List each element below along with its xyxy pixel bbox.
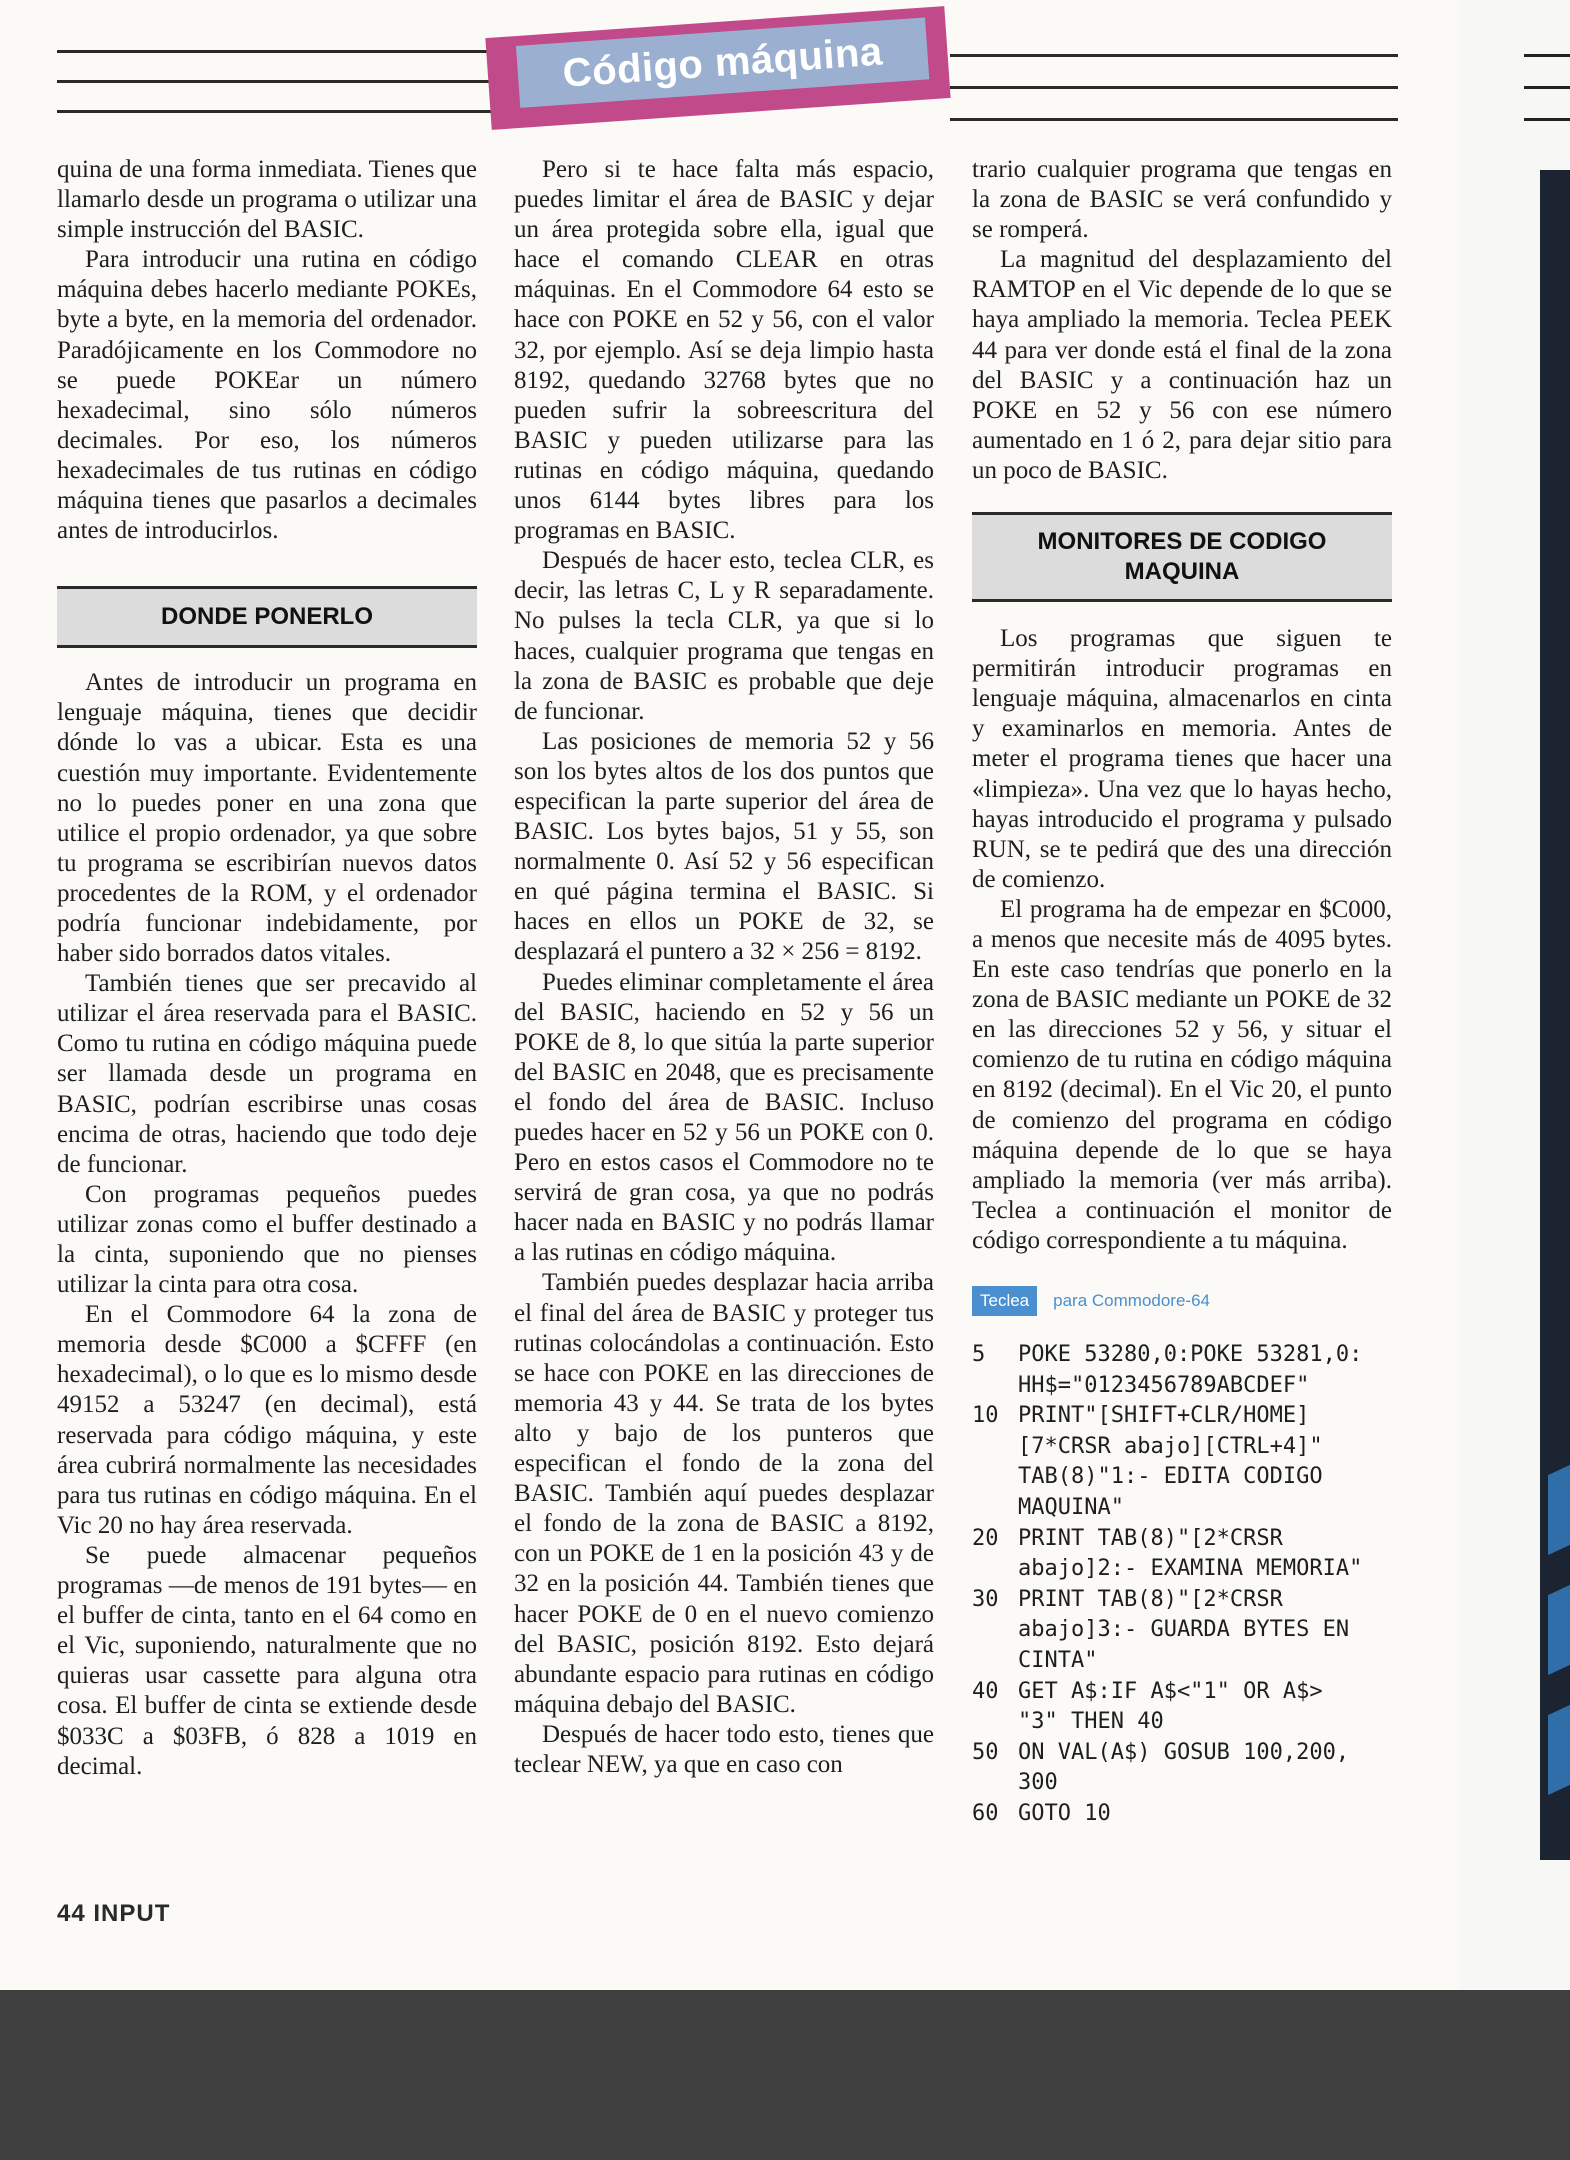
teclea-label-row bbox=[972, 1286, 1392, 1316]
box-heading-monitores bbox=[972, 512, 1392, 602]
line-code: GOTO 10 bbox=[1018, 1801, 1111, 1826]
paragraph: Para introducir una rutina en código máquina debes hacerlo mediante POKEs, byte a byte, en la memoria del ordenador. Paradójicamente en los Commodore no se puede POKEar un número hexadecimal, sino sólo números decimales. Por eso, los números hexadecimales de tus rutinas en código máquina tienes que pasarlos a decimales antes de introducirlos. bbox=[57, 246, 477, 545]
paragraph: quina de una forma inmediata. Tienes que llamarlo desde un programa o utilizar una simple instrucción del BASIC. bbox=[57, 156, 477, 244]
adjacent-page-edge bbox=[1460, 0, 1570, 1990]
code-line bbox=[972, 1799, 1392, 1830]
line-number: 5 bbox=[972, 1342, 986, 1368]
code-line bbox=[972, 1585, 1392, 1677]
line-code: POKE 53280,0:POKE 53281,0: HH$="0123456789ABCDEF" bbox=[1018, 1342, 1363, 1398]
adjacent-rule bbox=[1524, 118, 1570, 121]
section-title: Código máquina bbox=[561, 29, 884, 96]
code-line bbox=[972, 1401, 1392, 1523]
line-number: 20 bbox=[972, 1525, 999, 1551]
box-heading-line: MONITORES DE CODIGO bbox=[1037, 528, 1327, 556]
teclea-note: para Commodore-64 bbox=[1053, 1291, 1210, 1310]
box-heading-donde-ponerlo: DONDE PONERLO bbox=[57, 586, 477, 648]
line-code: PRINT TAB(8)"[2*CRSR abajo]3:- GUARDA BYTES EN CINTA" bbox=[1018, 1586, 1350, 1674]
paragraph: Después de hacer esto, teclea CLR, es decir, las letras C, L y R separadamente. No pulses la tecla CLR, ya que si lo haces, cualquier programa que tengas en la zona de BASIC es probable que deje de funcionar. bbox=[514, 547, 934, 725]
line-number: 30 bbox=[972, 1586, 999, 1612]
paragraph: También tienes que ser precavido al utilizar el área reservada para el BASIC. Como tu rutina en código máquina puede ser llamada desde un programa en BASIC, podrían escribirse unas cosas encima de otras, haciendo que todo deje de funcionar. bbox=[57, 970, 477, 1178]
header-rule bbox=[57, 80, 497, 83]
header-rule bbox=[950, 86, 1398, 89]
code-line bbox=[972, 1738, 1392, 1799]
adjacent-page-image bbox=[1540, 170, 1570, 1860]
section-banner-inner bbox=[516, 17, 929, 107]
page-footer: 44 INPUT bbox=[57, 1900, 171, 1927]
paragraph: trario cualquier programa que tengas en la zona de BASIC se verá confundido y se romperá. bbox=[972, 156, 1392, 244]
line-code: PRINT TAB(8)"[2*CRSR abajo]2:- EXAMINA MEMORIA" bbox=[1018, 1525, 1363, 1582]
header-rule bbox=[950, 118, 1398, 121]
paragraph: Los programas que siguen te permitirán introducir programas en lenguaje máquina, almacenarlos en cinta y examinarlos en memoria. Antes de meter el programa tienes que hacer una «limpieza». Una vez que lo hayas hecho, hayas introducido el programa y pulsado RUN, se te pedirá que des una dirección de comienzo. bbox=[972, 625, 1392, 893]
line-number: 10 bbox=[972, 1403, 999, 1429]
line-number: 40 bbox=[972, 1678, 999, 1704]
code-line bbox=[972, 1677, 1392, 1738]
adjacent-rule bbox=[1524, 86, 1570, 89]
line-code: ON VAL(A$) GOSUB 100,200, 300 bbox=[1018, 1739, 1350, 1796]
adjacent-rule bbox=[1524, 54, 1570, 57]
code-line bbox=[972, 1340, 1392, 1401]
line-code: GET A$:IF A$<"1" OR A$> "3" THEN 40 bbox=[1018, 1678, 1323, 1735]
header-rule bbox=[57, 110, 497, 113]
column-3 bbox=[972, 155, 1392, 1830]
line-number: 60 bbox=[972, 1801, 999, 1826]
paragraph: El programa ha de empezar en $C000, a menos que necesite más de 4095 bytes. En este caso tendrías que ponerlo en la zona de BASIC mediante un POKE de 32 en las direcciones 52 y 56, y situar el comienzo de tu rutina en código máquina en 8192 (decimal). En el Vic 20, el punto de comienzo del programa en código máquina depende de lo que se haya ampliado la memoria (ver más arriba). Teclea a continuación el monitor de código correspondiente a tu máquina. bbox=[972, 895, 1392, 1254]
paragraph: Antes de introducir un programa en lenguaje máquina, tienes que decidir dónde lo vas a ubicar. Esta es una cuestión muy importante. Evidentemente no lo puedes poner en una zona que utilice el propio ordenador, ya que sobre tu programa se escribirían nuevos datos procedentes de la ROM, y el ordenador podría funcionar indebidamente, por haber sido borrados datos vitales. bbox=[57, 669, 477, 968]
box-heading-line: MAQUINA bbox=[1124, 558, 1240, 586]
paragraph: Puedes eliminar completamente el área del BASIC, haciendo en 52 y 56 un POKE de 8, lo que sitúa la parte superior del BASIC en 2048, que es precisamente el fondo del área de BASIC. Incluso puedes hacer en 52 y 56 un POKE con 0. Pero en estos casos el Commodore no te servirá de gran cosa, ya que no podrás hacer nada en BASIC y no podrás llamar a las rutinas en código máquina. bbox=[514, 968, 934, 1267]
line-code: PRINT"[SHIFT+CLR/HOME] [7*CRSR abajo][CTRL+4]" TAB(8)"1:- EDITA CODIGO MAQUINA" bbox=[1018, 1403, 1323, 1521]
line-number: 50 bbox=[972, 1739, 999, 1765]
teclea-badge: Teclea bbox=[972, 1286, 1037, 1316]
code-line bbox=[972, 1524, 1392, 1585]
paragraph: También puedes desplazar hacia arriba el final del área de BASIC y proteger tus rutinas colocándolas a continuación. Esto se hace con POKE en las direcciones de memoria 43 y 44. Se trata de los bytes alto y bajo de los punteros que especifican el fondo de la zona del BASIC. También aquí puedes desplazar el fondo de la zona de BASIC a 8192, con un POKE de 1 en la posición 43 y de 32 en la posición 44. También tienes que hacer POKE de 0 en el nuevo comienzo del BASIC, posición 8192. Esto dejará abundante espacio para rutinas en código máquina debajo del BASIC. bbox=[514, 1269, 934, 1718]
paragraph: Después de hacer todo esto, tienes que teclear NEW, ya que en caso con bbox=[514, 1720, 934, 1778]
header-rule bbox=[950, 54, 1398, 57]
paragraph: Pero si te hace falta más espacio, puedes limitar el área de BASIC y dejar un área protegida sobre ella, igual que hace el comando CLEAR en otras máquinas. En el Commodore 64 esto se hace con POKE en 52 y 56, con el valor 32, por ejemplo. Así se deja limpio hasta 8192, quedando 32768 bytes que no pueden sufrir la sobreescritura del BASIC y pueden utilizarse para las rutinas en código máquina, quedando unos 6144 bytes libres para los programas en BASIC. bbox=[514, 156, 934, 545]
column-1 bbox=[57, 155, 477, 1782]
paragraph: Se puede almacenar pequeños programas —de menos de 191 bytes— en el buffer de cinta, tanto en el 64 como en el Vic, suponiendo, naturalmente que no quieras usar cassette para alguna otra cosa. El buffer de cinta se extiende desde $033C a $03FB, ó 828 a 1019 en decimal. bbox=[57, 1541, 477, 1780]
paragraph: Las posiciones de memoria 52 y 56 son los bytes altos de los dos puntos que especifican la parte superior del área de BASIC. Los bytes bajos, 51 y 55, son normalmente 0. Así 52 y 56 especifican en qué página termina el BASIC. Si haces en ellos un POKE de 32, se desplazará el puntero a 32 × 256 = 8192. bbox=[514, 727, 934, 966]
paragraph: La magnitud del desplazamiento del RAMTOP en el Vic depende de lo que se haya ampliado la memoria. Teclea PEEK 44 para ver donde está el final de la zona del BASIC y a continuación haz un POKE en 52 y 56 con ese número aumentado en 1 ó 2, para dejar sitio para un poco de BASIC. bbox=[972, 246, 1392, 484]
column-2 bbox=[514, 155, 934, 1780]
scan-background bbox=[0, 1990, 1570, 2160]
basic-listing bbox=[972, 1340, 1392, 1830]
section-banner bbox=[485, 6, 950, 130]
paragraph: Con programas pequeños puedes utilizar zonas como el buffer destinado a la cinta, suponiendo que no pienses utilizar la cinta para otra cosa. bbox=[57, 1180, 477, 1299]
paragraph: En el Commodore 64 la zona de memoria desde $C000 a $CFFF (en hexadecimal), o lo que es lo mismo desde 49152 a 53247 (en decimal), está reservada para código máquina, y este área cubrirá normalmente las necesidades para tus rutinas en código máquina. En el Vic 20 no hay área reservada. bbox=[57, 1301, 477, 1539]
header-rule bbox=[57, 50, 497, 53]
